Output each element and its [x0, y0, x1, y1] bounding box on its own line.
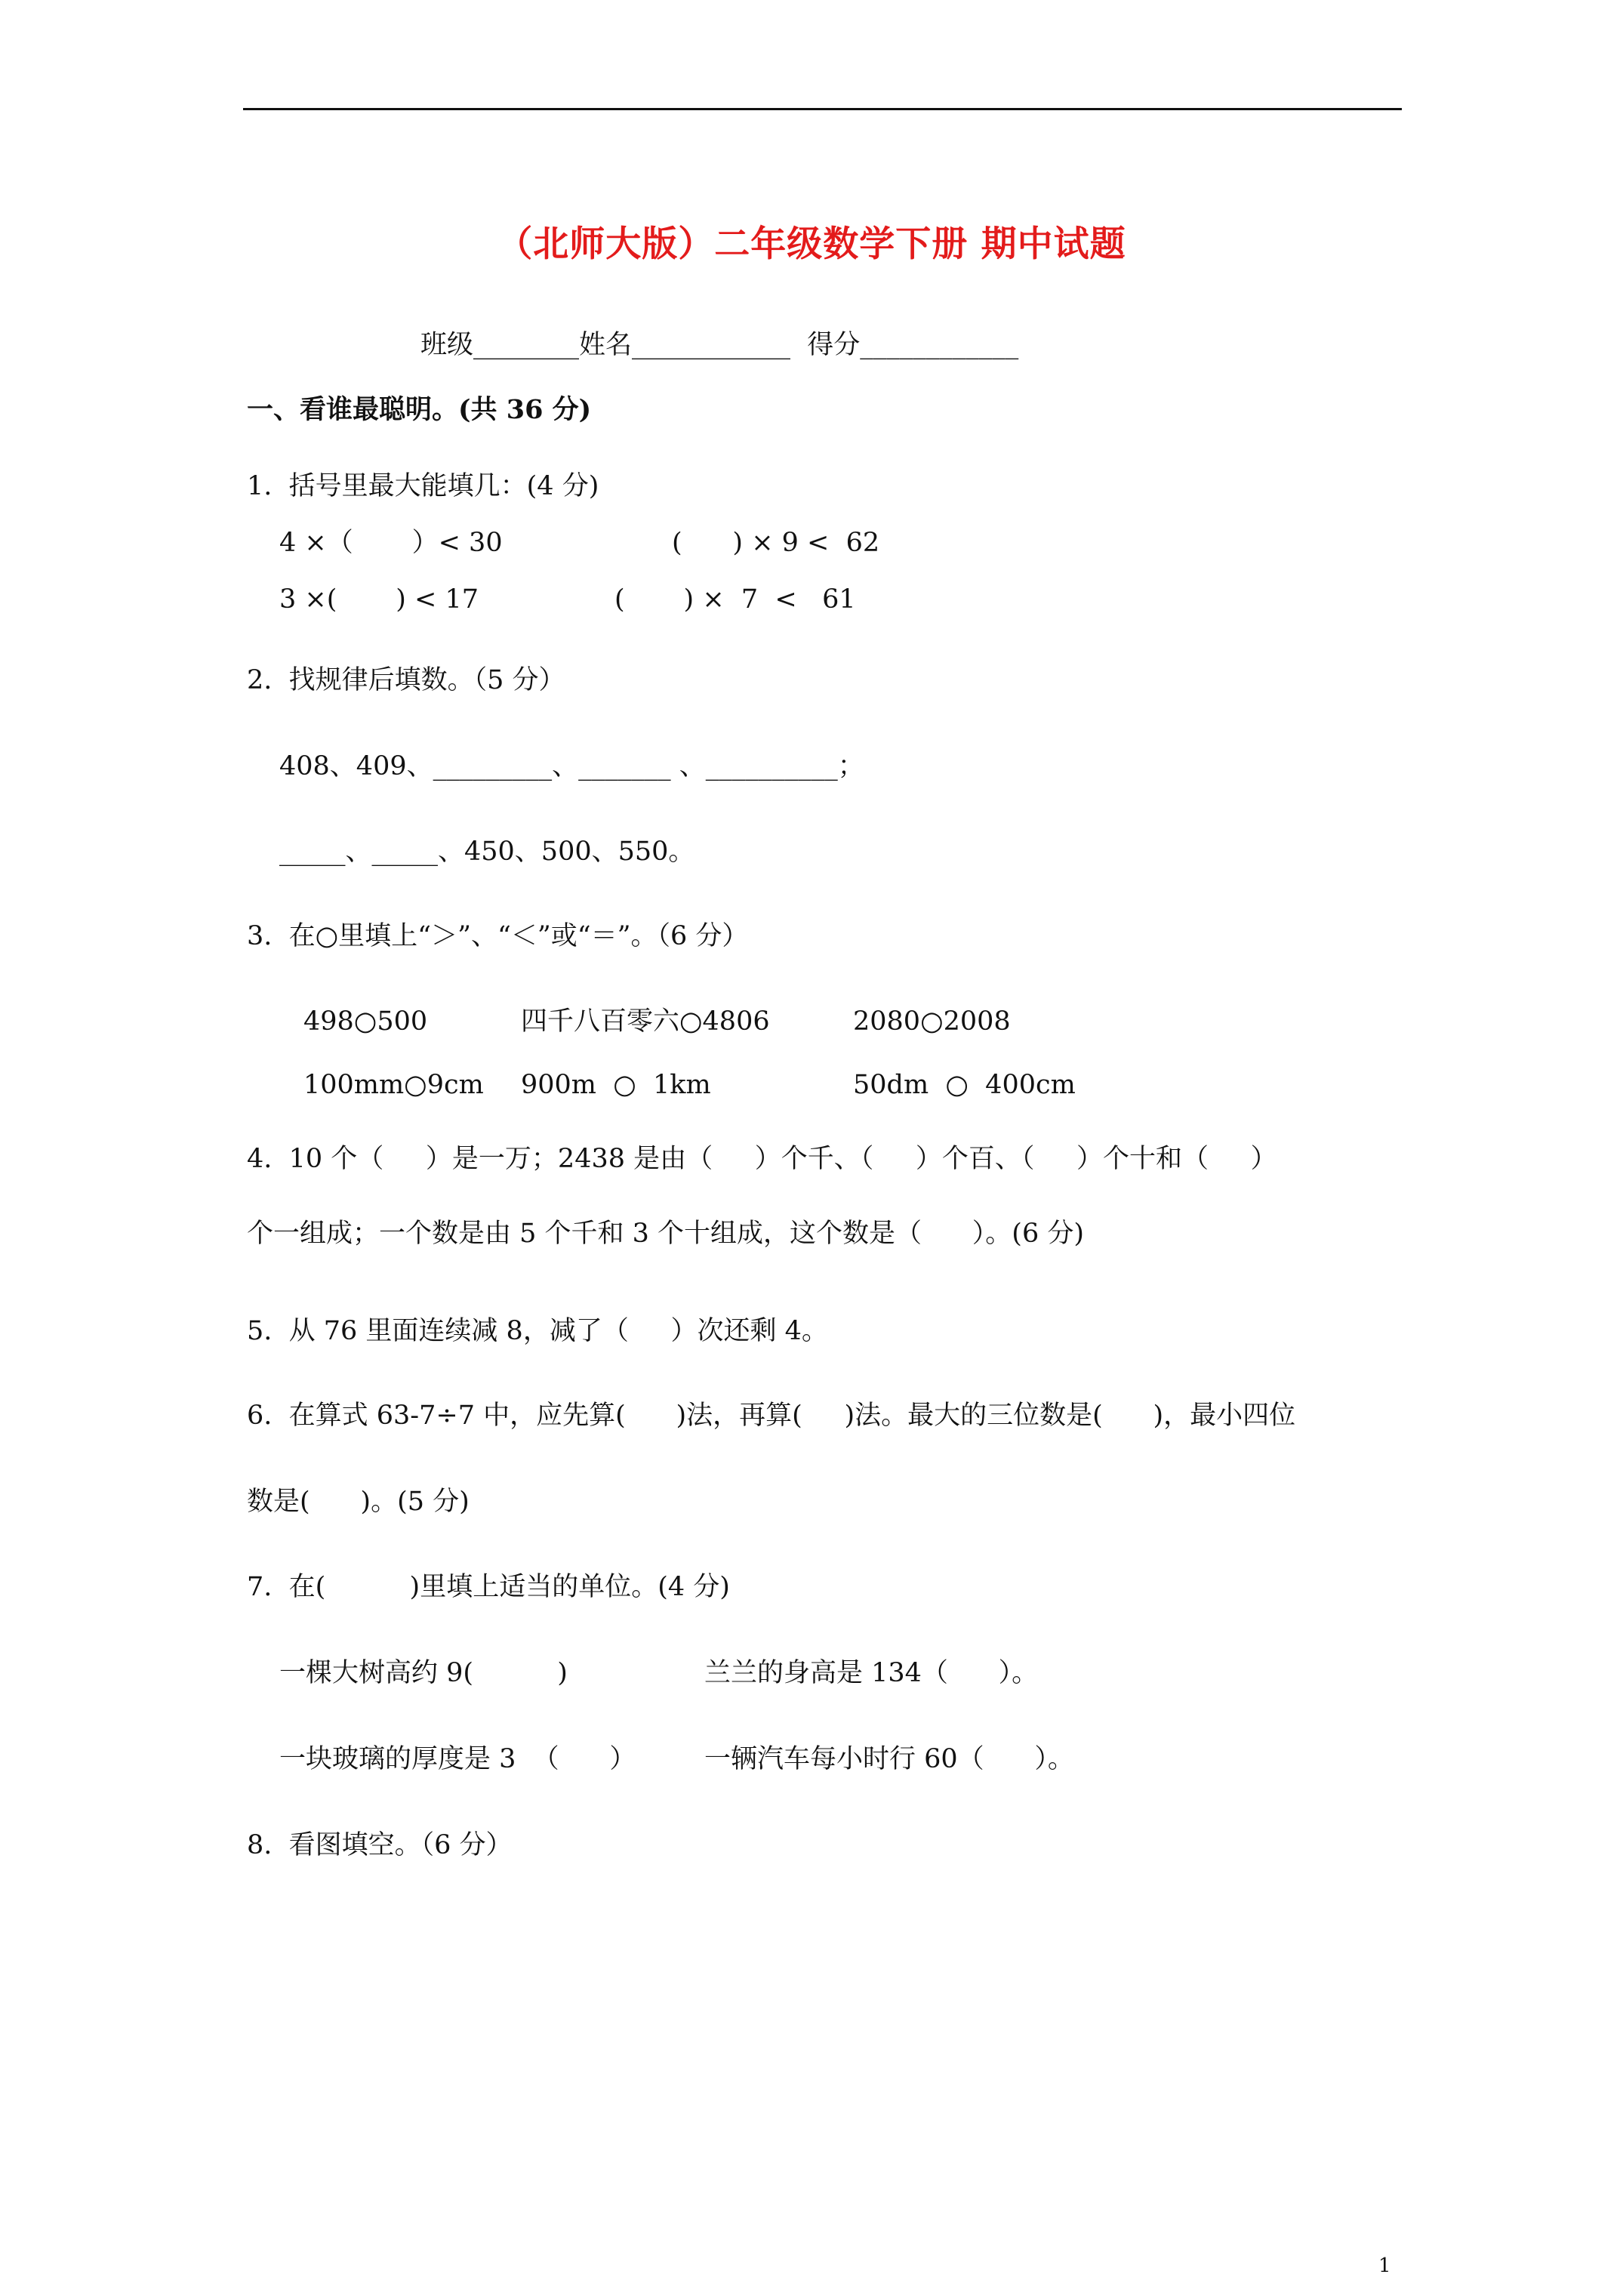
question-6-line-2: 数是( )。(5 分)	[247, 1487, 470, 1517]
student-info-line: 班级________姓名____________ 得分____________	[420, 330, 1019, 360]
question-1-expr-1: 4 ×（ ）< 30	[279, 528, 503, 558]
section-1-heading: 一、看谁最聪明。(共 36 分)	[247, 394, 592, 425]
question-1-expr-3: 3 ×( ) < 17	[279, 584, 479, 615]
header-rule	[243, 108, 1402, 110]
question-7-label: 7. 在( )里填上适当的单位。(4 分)	[247, 1572, 730, 1602]
question-3-compare-2: 四千八百零六○4806	[521, 1006, 770, 1037]
question-8-label: 8. 看图填空。（6 分）	[247, 1830, 513, 1860]
question-2-sequence-1: 408、409、_________、_______ 、__________；	[279, 751, 864, 781]
question-7-item-2: 兰兰的身高是 134（ ）。	[704, 1658, 1039, 1688]
question-4-line-1: 4. 10 个（ ）是一万；2438 是由（ ）个千、（ ）个百、（ ）个十和（ ）	[247, 1144, 1277, 1174]
question-1-label: 1. 括号里最大能填几：(4 分)	[247, 471, 599, 501]
question-3-compare-1: 498○500	[303, 1006, 428, 1037]
question-2-label: 2. 找规律后填数。（5 分）	[247, 665, 565, 695]
question-2-sequence-2: _____、_____、450、500、550。	[279, 837, 695, 867]
page-title: （北师大版）二年级数学下册 期中试题	[497, 223, 1126, 265]
question-5-line: 5. 从 76 里面连续减 8，减了（ ）次还剩 4。	[247, 1316, 828, 1346]
question-4-line-2: 个一组成；一个数是由 5 个千和 3 个十组成，这个数是（ ）。(6 分)	[247, 1219, 1084, 1249]
question-1-expr-4: ( ) × 7 < 61	[614, 584, 856, 615]
question-3-compare-5: 900m ○ 1km	[521, 1070, 711, 1100]
question-3-label: 3. 在○里填上“＞”、“＜”或“＝”。（6 分）	[247, 921, 749, 951]
question-7-item-1: 一棵大树高约 9( )	[279, 1658, 568, 1688]
question-6-line-1: 6. 在算式 63-7÷7 中，应先算( )法，再算( )法。最大的三位数是( )，最小四位	[247, 1401, 1296, 1431]
question-3-compare-4: 100mm○9cm	[303, 1070, 484, 1100]
question-7-item-3: 一块玻璃的厚度是 3 （ ）	[279, 1744, 636, 1774]
question-7-item-4: 一辆汽车每小时行 60（ ）。	[704, 1744, 1074, 1774]
page-number: 1	[1378, 2254, 1391, 2277]
question-1-expr-2: ( ) × 9 < 62	[672, 528, 880, 558]
question-3-compare-6: 50dm ○ 400cm	[853, 1070, 1076, 1100]
question-3-compare-3: 2080○2008	[853, 1006, 1011, 1037]
